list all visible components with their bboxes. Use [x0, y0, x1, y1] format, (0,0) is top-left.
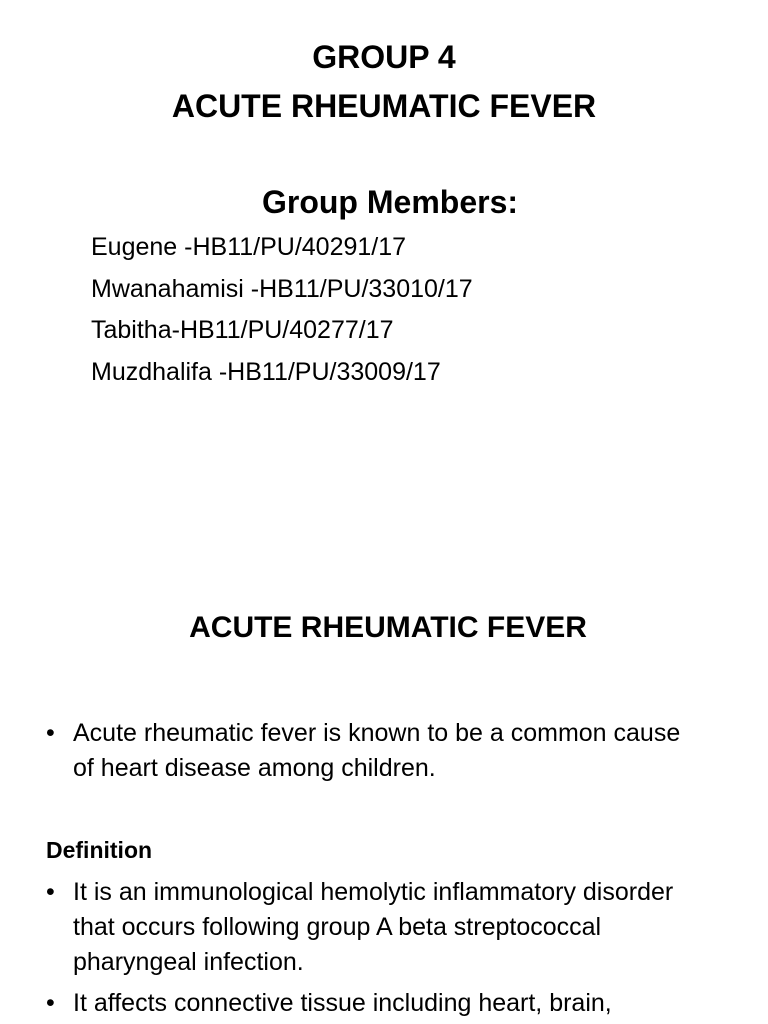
slide-title-topic: ACUTE RHEUMATIC FEVER	[171, 88, 597, 124]
bullet-item	[46, 986, 686, 1021]
member-item: Tabitha-HB11/PU/40277/17	[91, 316, 394, 344]
bullet-item	[46, 875, 686, 980]
member-item: Eugene -HB11/PU/40291/17	[91, 233, 407, 261]
bullet-dot: •	[46, 878, 55, 906]
member-item: Muzdhalifa -HB11/PU/33009/17	[91, 358, 441, 386]
definition-heading: Definition	[46, 837, 153, 863]
member-item: Mwanahamisi -HB11/PU/33010/17	[91, 275, 473, 303]
bullet-text: It affects connective tissue including heart, brain,	[73, 989, 612, 1017]
bullet-dot: •	[46, 989, 55, 1017]
bullet-item	[46, 716, 686, 786]
members-heading: Group Members:	[261, 184, 519, 220]
slide-2	[0, 560, 768, 1024]
bullet-text: It is an immunological hemolytic inflammatory disorder that occurs following group A beta streptococcal pharyngeal infection.	[73, 878, 674, 976]
bullet-dot: •	[46, 719, 55, 747]
slide-title: ACUTE RHEUMATIC FEVER	[189, 611, 587, 644]
slide-title-group: GROUP 4	[312, 39, 456, 75]
bullet-text: Acute rheumatic fever is known to be a common cause of heart disease among children.	[73, 719, 681, 782]
